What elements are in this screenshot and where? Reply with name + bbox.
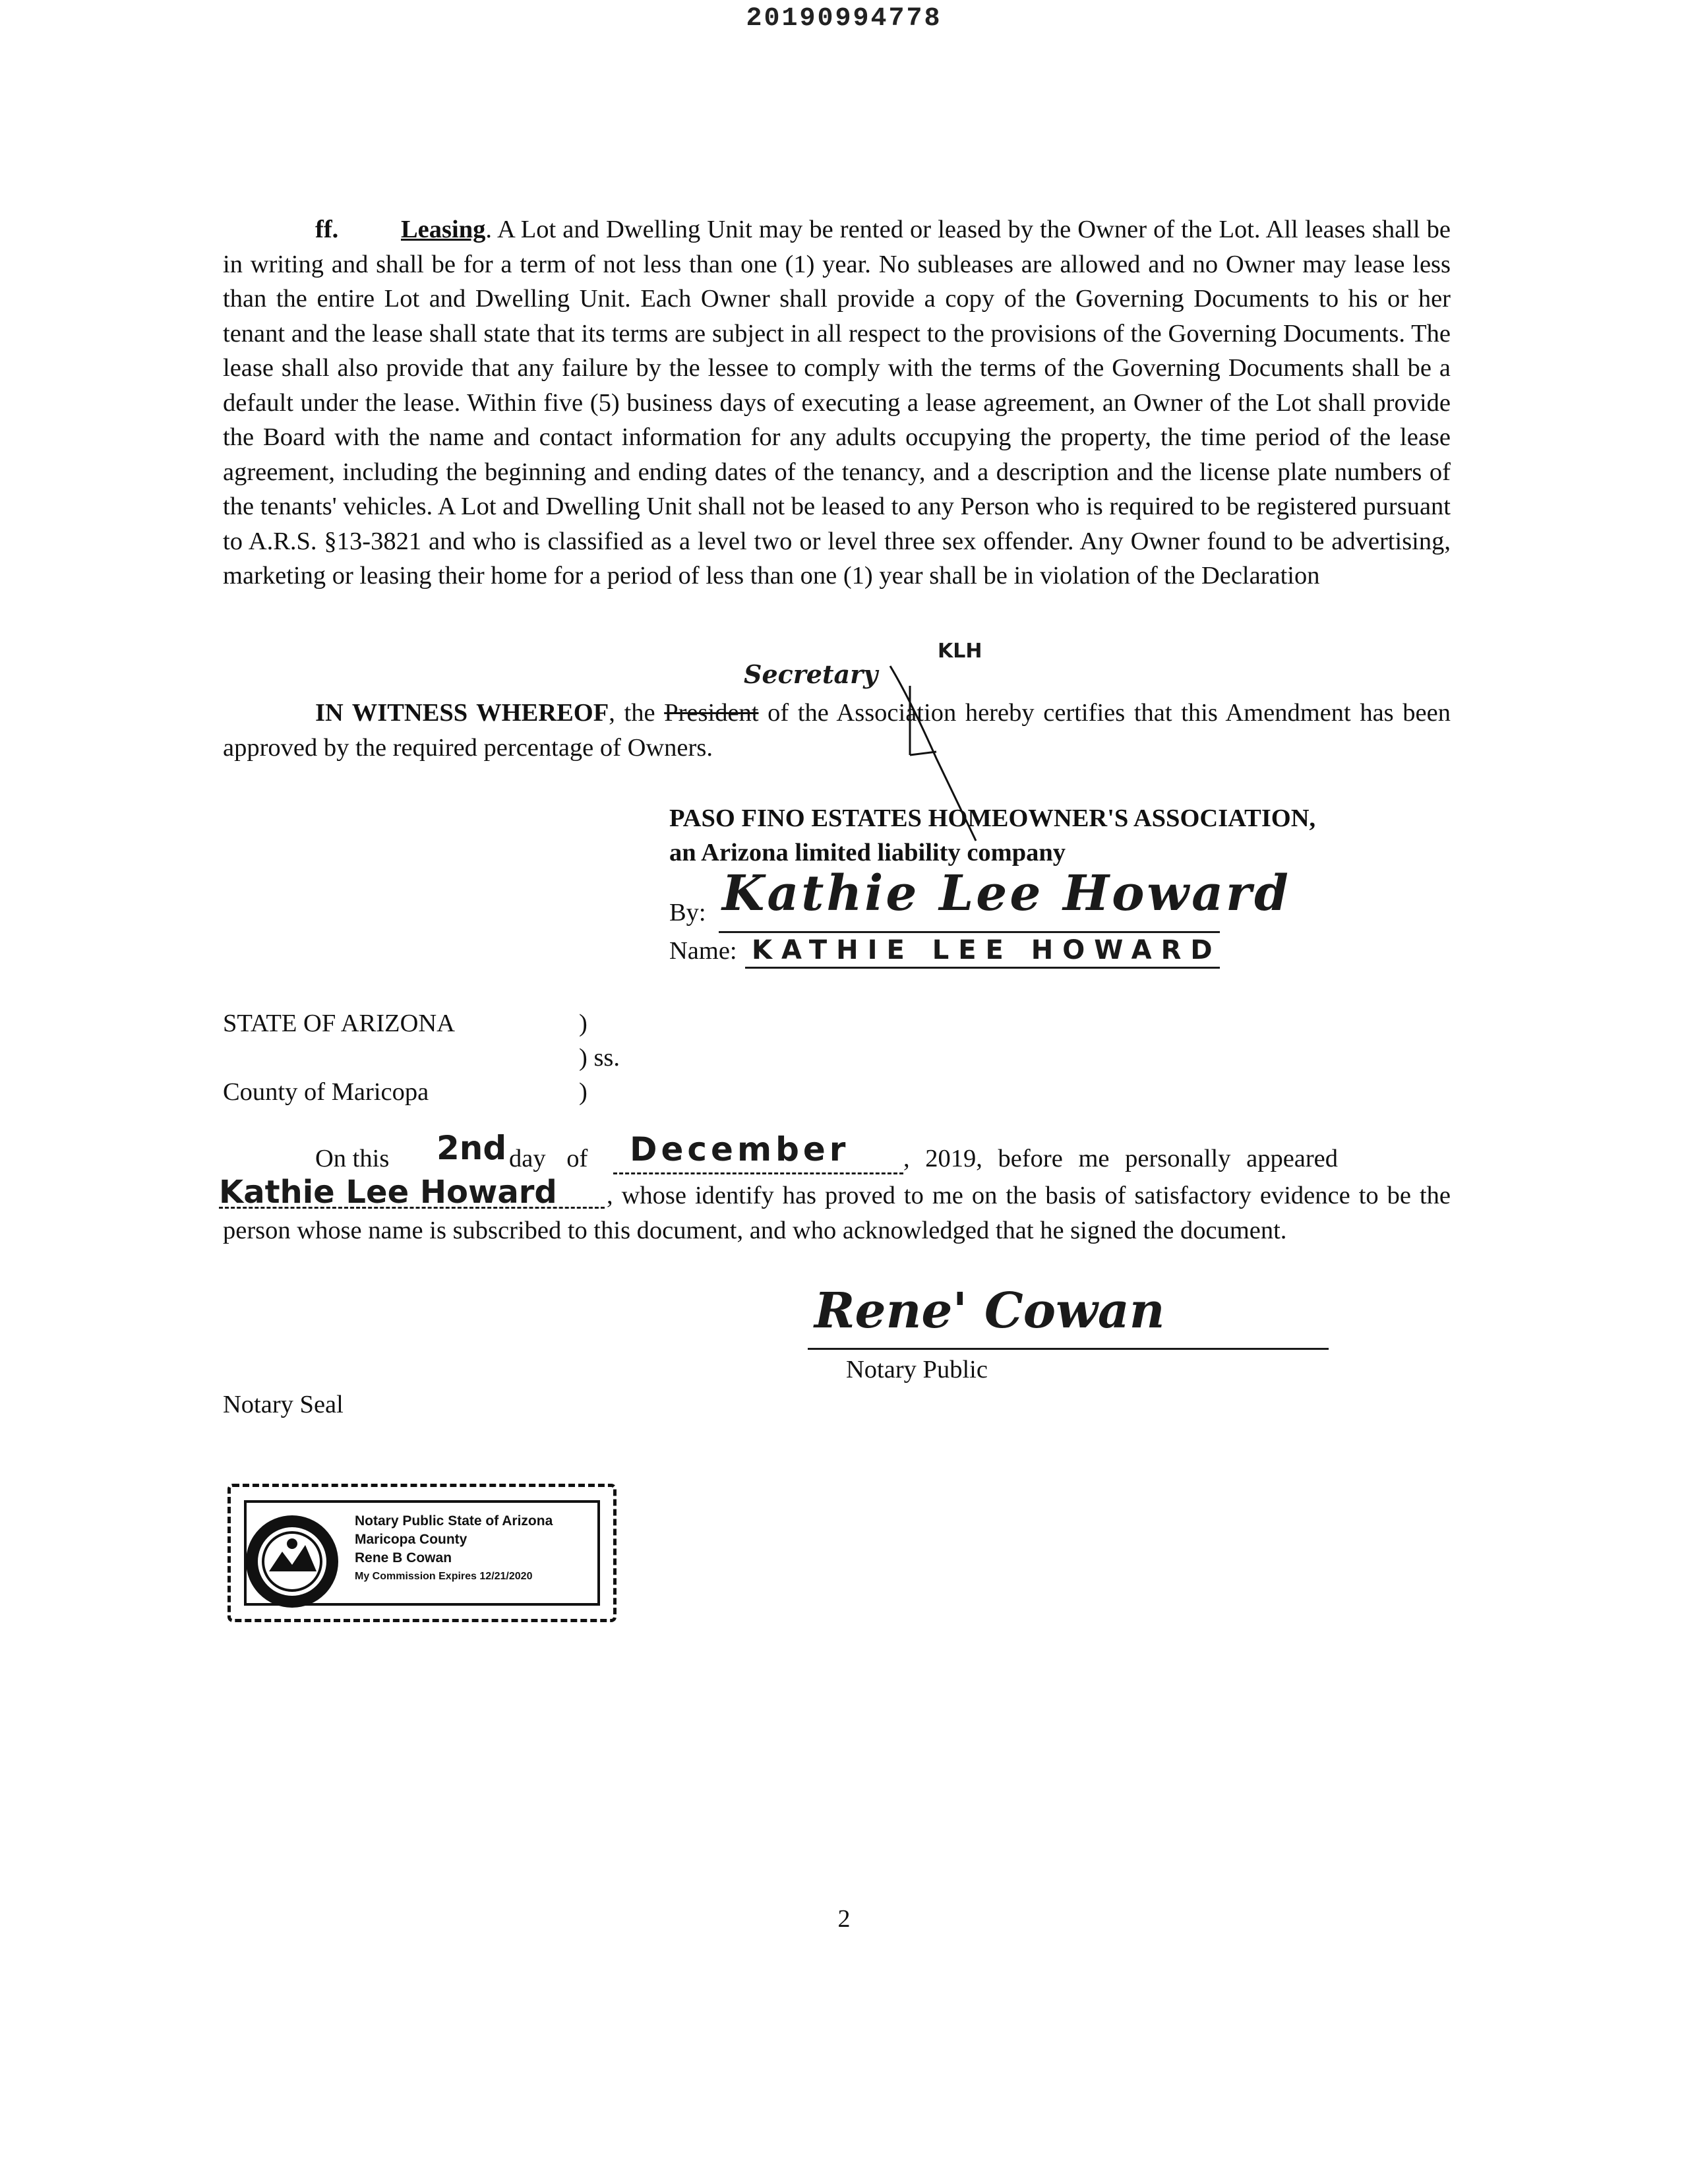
document-number: 20190994778 [746,4,942,34]
venue-ss: ) ss. [579,1044,620,1072]
witness-post: of the Association hereby certifies that this Amendment has been approved by the required percentage of Owners. [223,699,1451,762]
notary-signature: Rene' Cowan [814,1283,1165,1339]
arizona-seal-icon [243,1512,342,1611]
section-heading: Leasing [401,216,486,243]
stamp-text [355,1512,553,1586]
section-marker: ff. [315,216,339,243]
association-block [669,801,1315,870]
leasing-paragraph [223,212,1451,593]
handwritten-day: 2nd [437,1129,507,1167]
president-signature: Kathie Lee Howard [722,865,1291,922]
handwritten-initials: KLH [938,640,982,663]
by-label: By: [669,899,706,926]
year-text: , 2019, before me personally appeared [903,1145,1339,1172]
on-this-text: On this [315,1145,390,1172]
venue-paren-bottom: ) [579,1078,588,1106]
handwritten-month: December [630,1130,850,1168]
stamp-line-3: Rene B Cowan [355,1550,452,1565]
stamp-line-4: My Commission Expires 12/21/2020 [355,1571,533,1582]
notary-seal-label: Notary Seal [223,1391,344,1418]
leasing-body: . A Lot and Dwelling Unit may be rented or leased by the Owner of the Lot. All leases shall be in writing and shall be for a term of not less than one (1) year. No subleases are allowed and no Owner may lease less than the entire Lot and Dwelling Unit. Each Owner shall provide a copy of the Governing Documents to his or her tenant and the lease shall state that its terms are subject in all respect to the provisions of the Governing Documents. The lease shall also provide that any failure by the lessee to comply with the terms of the Governing Documents shall be a default under the lease. Within five (5) business days of executing a lease agreement, an Owner of the Lot shall provide the Board with the name and contact information for any adults occupying the property, the time period of the lease agreement, including the beginning and ending dates of the tenancy, and a description and the license plate numbers of the tenants' vehicles. A Lot and Dwelling Unit shall not be leased to any Person who is required to be registered pursuant to A.R.S. §13-3821 and who is classified as a level two or level three sex offender. Any Owner found to be advertising, marketing or leasing their home for a period of less than one (1) year shall be in violation of the Declaration [223,216,1451,590]
page-number: 2 [837,1905,851,1933]
name-line [745,967,1220,969]
notary-title: Notary Public [846,1356,988,1383]
venue-state: STATE OF ARIZONA [223,1010,455,1037]
association-name: PASO FINO ESTATES HOMEOWNER'S ASSOCIATION, [669,804,1316,832]
stamp-line-1: Notary Public State of Arizona [355,1513,553,1529]
association-type: an Arizona limited liability company [669,839,1066,866]
by-signature-line [719,931,1220,933]
printed-name: KATHIE LEE HOWARD [752,935,1222,965]
notary-stamp [227,1484,617,1622]
struck-title: President [664,699,759,727]
notary-rest: , whose identify has proved to me on the basis of satisfactory evidence to be the person whose name is subscribed to this document, and who acknowledged that he signed the document. [223,1182,1451,1244]
venue-paren-top: ) [579,1010,588,1037]
witness-paragraph [223,696,1451,765]
handwritten-person: Kathie Lee Howard [219,1174,557,1211]
name-label: Name: [669,937,737,965]
venue-county: County of Maricopa [223,1078,429,1106]
notary-signature-line [808,1348,1329,1350]
witness-pre: , the [609,699,665,727]
day-of-text: day of [509,1145,588,1172]
stamp-line-2: Maricopa County [355,1532,467,1547]
witness-lead: IN WITNESS WHEREOF [315,699,609,727]
handwritten-title: Secretary [744,659,878,689]
month-line [613,1172,903,1174]
